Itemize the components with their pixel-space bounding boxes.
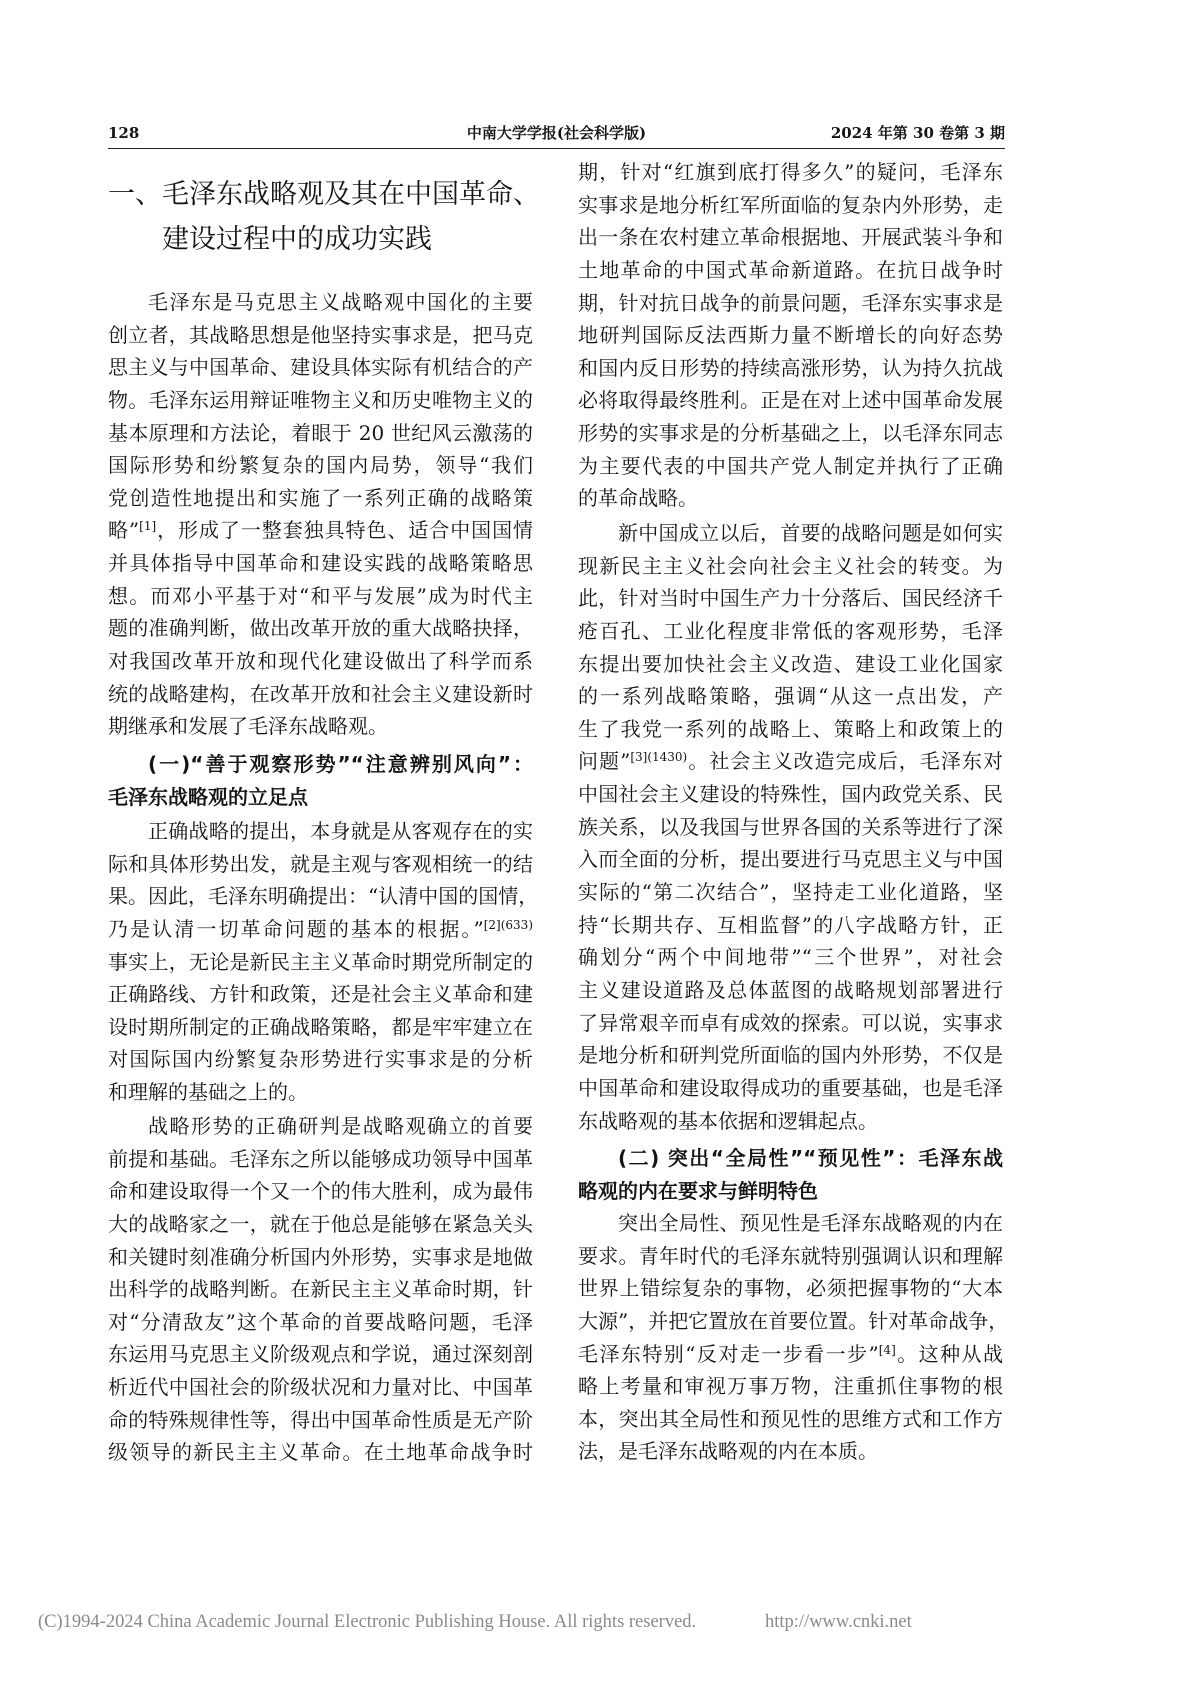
- citation-marker: [4]: [878, 1342, 896, 1357]
- text-line: 统的战略建构，在改革开放和社会主义建设新时: [108, 681, 533, 706]
- text-line: 入而全面的分析，提出要进行马克思主义与中国: [578, 847, 1003, 872]
- text-line: 党创造性地提出和实施了一系列正确的战略策: [108, 485, 533, 510]
- paragraph: [108, 286, 533, 743]
- text-line: 际和具体形势出发，就是主观与客观相统一的结: [108, 851, 533, 876]
- text-line: 现新民主主义社会向社会主义社会的转变。为: [578, 553, 1003, 578]
- subheading-line: (一)“善于观察形势”“注意辨别风向”：: [148, 752, 533, 776]
- text-line: 设时期所制定的正确战略策略，都是牢牢建立在: [108, 1014, 533, 1039]
- citation-marker: [3](1430): [630, 750, 688, 765]
- line-text: 毛泽东特别“反对走一步看一步”: [578, 1341, 879, 1366]
- text-line: 期，针对“红旗到底打得多久”的疑问，毛泽东: [578, 160, 1003, 184]
- text-line: 突出全局性、预见性是毛泽东战略观的内在: [618, 1211, 1003, 1235]
- text-line: 命的特殊规律性等，得出中国革命性质是无产阶: [108, 1407, 533, 1432]
- text-line: 级领导的新民主主义革命。在土地革命战争时: [108, 1440, 533, 1465]
- text-line: 和国内反日形势的持续高涨形势，认为持久抗战: [578, 355, 1003, 380]
- text-line: 新中国成立以后，首要的战略问题是如何实: [618, 521, 1003, 545]
- text-line: 实事求是地分析红军所面临的复杂内外形势，走: [578, 192, 1003, 217]
- line-text: 。这种从战: [895, 1341, 1003, 1366]
- paragraph: [108, 1110, 533, 1469]
- text-line: 对“分清敌友”这个革命的首要战略问题，毛泽: [108, 1309, 533, 1334]
- text-line: 国际形势和纷繁复杂的国内局势，领导“我们: [108, 453, 533, 478]
- text-line: 对我国改革开放和现代化建设做出了科学而系: [108, 649, 533, 674]
- text-line: 持“长期共存、互相监督”的八字战略方针，正: [578, 912, 1003, 937]
- text-line: 期继承和发展了毛泽东战略观。: [108, 714, 388, 739]
- text-line: 大源”，并把它置放在首要位置。针对革命战争，: [578, 1308, 1009, 1333]
- text-line: 基本原理和方法论，着眼于 20 世纪风云激荡的: [108, 420, 533, 445]
- text-line: 正确路线、方针和政策，还是社会主义革命和建: [108, 982, 533, 1007]
- text-line: 思主义与中国革命、建设具体实际有机结合的产: [108, 355, 533, 380]
- text-line: 事实上，无论是新民主主义革命时期党所制定的: [108, 949, 533, 974]
- text-line: 并具体指导中国革命和建设实践的战略策略思: [108, 551, 533, 576]
- text-line: 战略形势的正确研判是战略观确立的首要: [148, 1114, 533, 1138]
- text-line: 毛泽东是马克思主义战略观中国化的主要: [148, 290, 533, 314]
- text-line: 题的准确判断，做出改革开放的重大战略抉择，: [108, 616, 533, 641]
- text-line: 和关键时刻准确分析国内外形势，实事求是地做: [108, 1244, 533, 1269]
- line-text: ，形成了一整套独具特色、适合中国国情: [156, 518, 534, 543]
- text-line: 的一系列战略策略，强调“从这一点出发，产: [578, 684, 1003, 709]
- text-line: 确划分“两个中间地带”“三个世界”，对社会: [578, 945, 1003, 970]
- section-title-line: 建设过程中的成功实践: [162, 224, 432, 255]
- subheading: [108, 748, 533, 813]
- line-text: 问题”: [578, 749, 631, 774]
- header-rule: [108, 148, 1005, 149]
- text-line: 出科学的战略判断。在新民主主义革命时期，针: [108, 1277, 533, 1302]
- text-line: [578, 1338, 1003, 1371]
- subheading-line: 毛泽东战略观的立足点: [108, 784, 308, 809]
- copyright-notice: (C)1994-2024 China Academic Journal Electronic Publishing House. All rights reserved.: [38, 1612, 697, 1632]
- cnki-url: http://www.cnki.net: [765, 1612, 912, 1632]
- text-line: 世界上错综复杂的事物，必须把握事物的“大本: [578, 1276, 1003, 1301]
- paragraph: [108, 815, 539, 1109]
- text-line: 期，针对抗日战争的前景问题，毛泽东实事求是: [578, 290, 1003, 315]
- text-line: 了异常艰辛而卓有成效的探索。可以说，实事求: [578, 1010, 1003, 1035]
- text-line: [108, 913, 533, 946]
- text-line: 略上考量和审视万事万物，注重抓住事物的根: [578, 1374, 1003, 1399]
- text-line: 析近代中国社会的阶级状况和力量对比、中国革: [108, 1375, 533, 1400]
- subheading-line: 略观的内在要求与鲜明特色: [578, 1178, 818, 1203]
- line-text: 。社会主义改造完成后，毛泽东对: [687, 749, 1003, 774]
- text-line: 实际的“第二次结合”，坚持走工业化道路，坚: [578, 880, 1003, 905]
- text-line: [108, 514, 533, 547]
- citation-marker: [1]: [139, 519, 157, 534]
- text-line: 生了我党一系列的战略上、策略上和政策上的: [578, 716, 1003, 741]
- text-line: 出一条在农村建立革命根据地、开展武装斗争和: [578, 225, 1003, 250]
- citation-marker: [2](633): [483, 917, 533, 932]
- subheading-line: (二) 突出“全局性”“预见性”：毛泽东战: [618, 1146, 1003, 1170]
- issue-info: 2024 年第 30 卷第 3 期: [830, 124, 1005, 142]
- text-line: 土地革命的中国式革命新道路。在抗日战争时: [578, 257, 1003, 282]
- line-text: 乃是认清一切革命问题的基本的根据。”: [108, 916, 484, 941]
- text-line: 是地分析和研判党所面临的国内外形势，不仅是: [578, 1043, 1003, 1068]
- text-line: 主义建设道路及总体蓝图的战略规划部署进行: [578, 977, 1003, 1002]
- text-line: 东战略观的基本依据和逻辑起点。: [578, 1108, 878, 1133]
- text-line: 为主要代表的中国共产党人制定并执行了正确: [578, 453, 1003, 478]
- text-line: 法，是毛泽东战略观的内在本质。: [578, 1439, 878, 1464]
- text-line: 东提出要加快社会主义改造、建设工业化国家: [578, 651, 1003, 676]
- text-line: 物。毛泽东运用辩证唯物主义和历史唯物主义的: [108, 387, 533, 412]
- page-header: [108, 123, 1005, 143]
- text-line: 地研判国际反法西斯力量不断增长的向好态势: [578, 323, 1003, 348]
- text-line: 前提和基础。毛泽东之所以能够成功领导中国革: [108, 1146, 533, 1171]
- text-line: 和理解的基础之上的。: [108, 1080, 308, 1105]
- text-line: 正确战略的提出，本身就是从客观存在的实: [148, 819, 533, 843]
- paragraph: [578, 156, 1003, 515]
- page-number: 128: [108, 124, 140, 142]
- text-line: 想。而邓小平基于对“和平与发展”成为时代主: [108, 583, 533, 608]
- text-line: 果。因此，毛泽东明确提出：“认清中国的国情，: [108, 884, 539, 909]
- text-line: 本，突出其全局性和预见性的思维方式和工作方: [578, 1406, 1003, 1431]
- text-line: 东运用马克思主义阶级观点和学说，通过深刻剖: [108, 1342, 533, 1367]
- subheading: [578, 1142, 1003, 1207]
- text-line: 中国社会主义建设的特殊性，国内政党关系、民: [578, 782, 1003, 807]
- text-line: 疮百孔、工业化程度非常低的客观形势，毛泽: [578, 618, 1003, 643]
- text-line: 形势的实事求是的分析基础之上，以毛泽东同志: [578, 421, 1003, 446]
- paragraph: [578, 517, 1003, 1137]
- line-text: 略”: [108, 518, 140, 543]
- text-line: 中国革命和建设取得成功的重要基础，也是毛泽: [578, 1075, 1003, 1100]
- paragraph: [578, 1207, 1009, 1468]
- text-line: 的革命战略。: [578, 486, 698, 511]
- text-line: 创立者，其战略思想是他坚持实事求是，把马克: [108, 322, 533, 347]
- journal-name: 中南大学学报(社会科学版): [466, 124, 647, 142]
- text-line: [578, 745, 1003, 778]
- text-line: 对国际国内纷繁复杂形势进行实事求是的分析: [108, 1047, 533, 1072]
- text-line: 族关系，以及我国与世界各国的关系等进行了深: [578, 814, 1003, 839]
- text-line: 此，针对当时中国生产力十分落后、国民经济千: [578, 586, 1003, 611]
- section-title: [108, 172, 540, 262]
- section-title-line: 一、毛泽东战略观及其在中国革命、: [108, 179, 540, 210]
- text-line: 要求。青年时代的毛泽东就特别强调认识和理解: [578, 1243, 1003, 1268]
- text-line: 命和建设取得一个又一个的伟大胜利，成为最伟: [108, 1179, 533, 1204]
- text-line: 必将取得最终胜利。正是在对上述中国革命发展: [578, 388, 1003, 413]
- text-line: 大的战略家之一，就在于他总是能够在紧急关头: [108, 1211, 533, 1236]
